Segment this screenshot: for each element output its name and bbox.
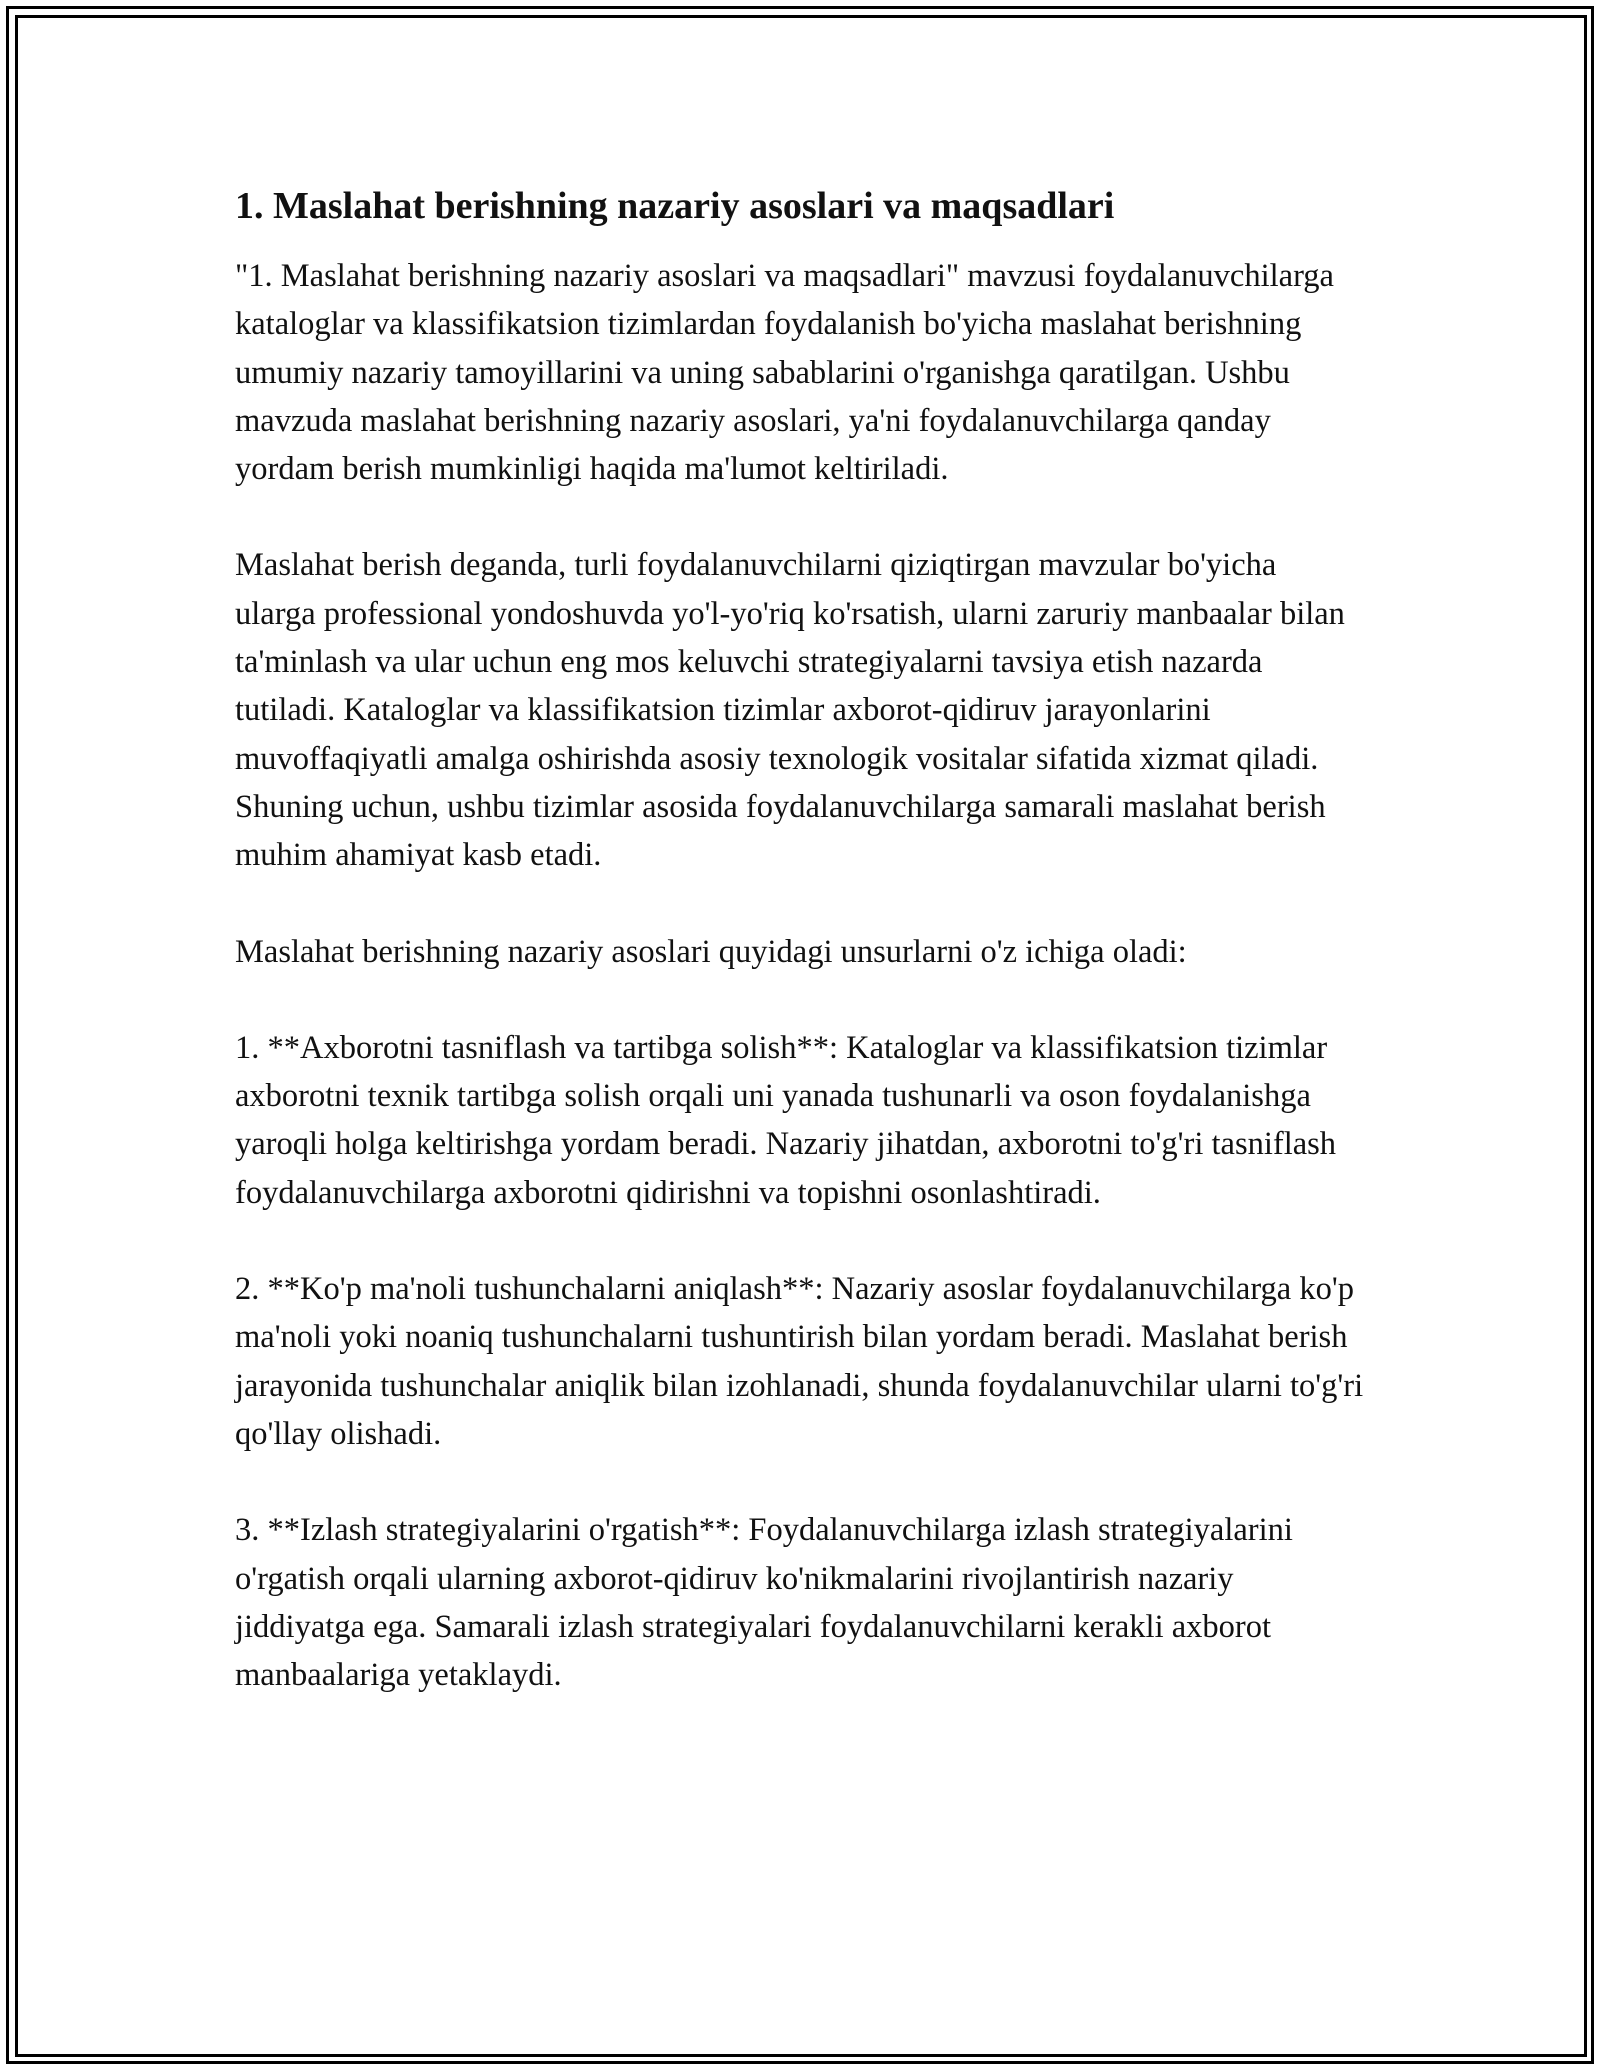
- list-item-3: 3. **Izlash strategiyalarini o'rgatish**: Foydalanuvchilarga izlash strategiyalarini o'rgatish orqali ularning axborot-qidiruv ko'nikmalarini rivojlantirish nazariy jiddiyatga ega. Samarali izlash strategiyalari foydalanuvchilarni kerakli axborot manbaalariga yetaklaydi.: [235, 1512, 1293, 1694]
- list-item-2: 2. **Ko'p ma'noli tushunchalarni aniqlash**: Nazariy asoslar foydalanuvchilarga ko'p ma'noli yoki noaniq tushunchalarni tushuntirish bilan yordam beradi. Maslahat berish jarayonida tushunchalar aniqlik bilan izohlanadi, shunda foydalanuvchilar ularni to'g'ri qo'llay olishadi.: [235, 1271, 1364, 1452]
- document-body: [235, 182, 1365, 1699]
- paragraph-list-intro: Maslahat berishning nazariy asoslari quyidagi unsurlarni o'z ichiga oladi:: [235, 933, 1187, 970]
- list-item-1: 1. **Axborotni tasniflash va tartibga solish**: Kataloglar va klassifikatsion tizimlar axborotni texnik tartibga solish orqali uni yanada tushunarli va oson foydalanishga yaroqli holga keltirishga yordam beradi. Nazariy jihatdan, axborotni to'g'ri tasniflash foydalanuvchilarga axborotni qidirishni va topishni osonlashtiradi.: [235, 1029, 1337, 1211]
- document-title: 1. Maslahat berishning nazariy asoslari va maqsadlari: [235, 185, 1115, 227]
- paragraph-intro: "1. Maslahat berishning nazariy asoslari va maqsadlari" mavzusi foydalanuvchilarga kataloglar va klassifikatsion tizimlardan foydalanish bo'yicha maslahat berishning umumiy nazariy tamoyillarini va uning sabablarini o'rganishga qaratilgan. Ushbu mavzuda maslahat berishning nazariy asoslari, ya'ni foydalanuvchilarga qanday yordam berish mumkinligi haqida ma'lumot keltiriladi.: [235, 258, 1334, 488]
- paragraph-definition: Maslahat berish deganda, turli foydalanuvchilarni qiziqtirgan mavzular bo'yicha ularga professional yondoshuvda yo'l-yo'riq ko'rsatish, ularni zaruriy manbaalar bilan ta'minlash va ular uchun eng mos keluvchi strategiyalarni tavsiya etish nazarda tutiladi. Kataloglar va klassifikatsion tizimlar axborot-qidiruv jarayonlarini muvoffaqiyatli amalga oshirishda asosiy texnologik vositalar sifatida xizmat qiladi. Shuning uchun, ushbu tizimlar asosida foydalanuvchilarga samarali maslahat berish muhim ahamiyat kasb etadi.: [235, 547, 1345, 874]
